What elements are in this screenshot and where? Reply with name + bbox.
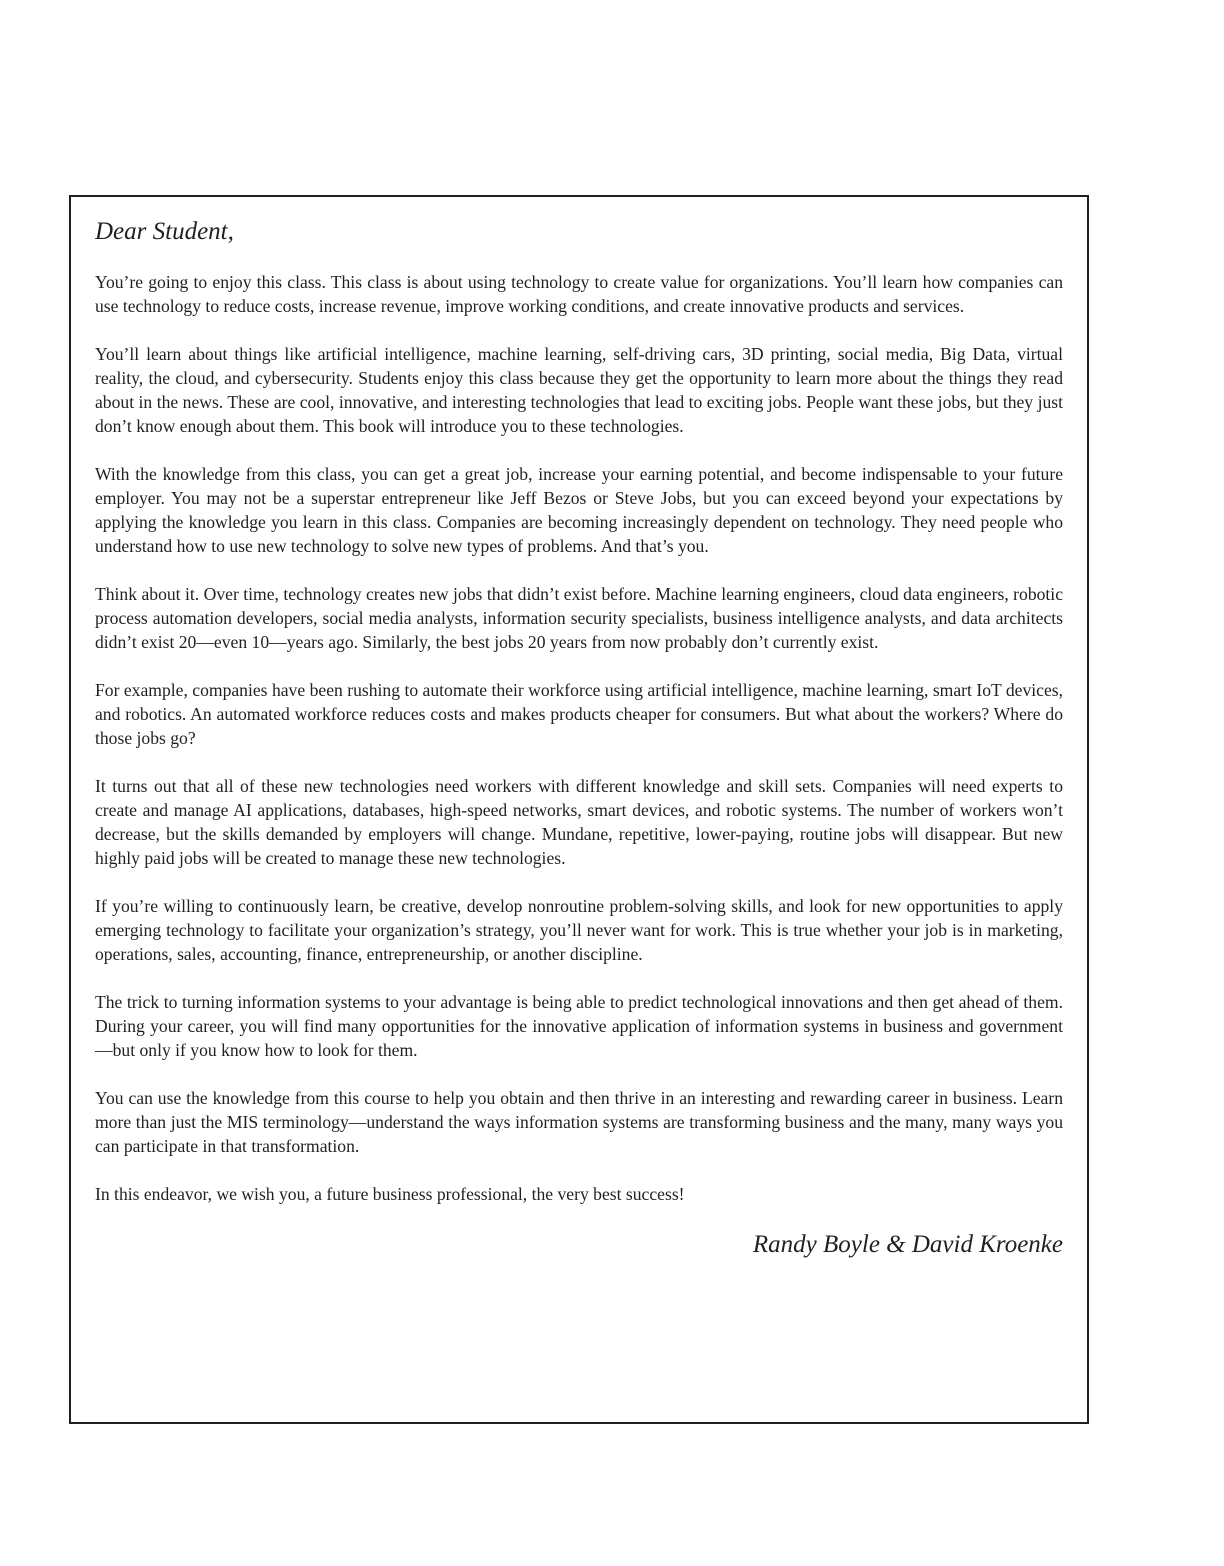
paragraph-continuous-learning: If you’re willing to continuously learn, be creative, develop nonroutine problem-solving skills, and look for new opportunities to apply emerging technology to facilitate your organization’s strategy, you’ll never want for work. This is true whether your job is in marketing, operations, sales, accounting, finance, entrepreneurship, or another discipline. — [95, 896, 1063, 964]
paragraph-knowledge: With the knowledge from this class, you can get a great job, increase your earning potential, and become indispensable to your future employer. You may not be a superstar entrepreneur like Jeff Bezos or Steve Jobs, but you can exceed beyond your expectations by applying the knowledge you learn in this class. Companies are becoming increasingly dependent on technology. They need people who understand how to use new technology to solve new types of problems. And that’s you. — [95, 464, 1063, 556]
paragraph-intro: You’re going to enjoy this class. This class is about using technology to create value for organizations. You’ll learn how companies can use technology to reduce costs, increase revenue, improve working conditions, and create innovative products and services. — [95, 272, 1063, 316]
letter-signature: Randy Boyle & David Kroenke — [752, 1231, 1063, 1258]
paragraph-advantage: The trick to turning information systems to your advantage is being able to predict technological innovations and then get ahead of them. During your career, you will find many opportunities for the innovative application of information systems in business and government—but only if you know how to look for them. — [95, 992, 1063, 1060]
paragraph-skill-sets: It turns out that all of these new technologies need workers with different knowledge and skill sets. Companies will need experts to create and manage AI applications, databases, high-speed networks, smart devices, and robotic systems. The number of workers won’t decrease, but the skills demanded by employers will change. Mundane, repetitive, lower-paying, routine jobs will disappear. But new highly paid jobs will be created to manage these new technologies. — [95, 776, 1063, 868]
paragraph-career: You can use the knowledge from this course to help you obtain and then thrive in an interesting and rewarding career in business. Learn more than just the MIS terminology—understand the ways information systems are transforming business and the many, many ways you can participate in that transformation. — [95, 1088, 1063, 1156]
paragraph-new-jobs: Think about it. Over time, technology creates new jobs that didn’t exist before. Machine learning engineers, cloud data engineers, robotic process automation developers, social media analysts, information security specialists, business intelligence analysts, and data architects didn’t exist 20—even 10—years ago. Similarly, the best jobs 20 years from now probably don’t currently exist. — [95, 584, 1063, 652]
letter-greeting: Dear Student, — [95, 218, 234, 245]
paragraph-closing: In this endeavor, we wish you, a future business professional, the very best success! — [95, 1184, 685, 1204]
paragraph-technologies: You’ll learn about things like artificial intelligence, machine learning, self-driving cars, 3D printing, social media, Big Data, virtual reality, the cloud, and cybersecurity. Students enjoy this class because they get the opportunity to learn more about the things they read about in the news. These are cool, innovative, and interesting technologies that lead to exciting jobs. People want these jobs, but they just don’t know enough about them. This book will introduce you to these technologies. — [95, 344, 1063, 436]
paragraph-automation: For example, companies have been rushing to automate their workforce using artificial intelligence, machine learning, smart IoT devices, and robotics. An automated workforce reduces costs and makes products cheaper for consumers. But what about the workers? Where do those jobs go? — [95, 680, 1063, 748]
letter-box — [69, 195, 1089, 1424]
